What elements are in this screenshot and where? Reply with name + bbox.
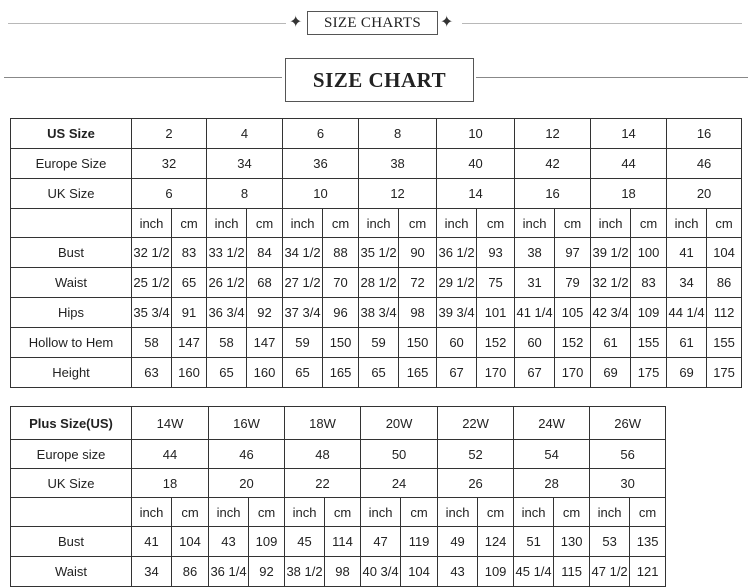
cm-value-cell: 112	[707, 298, 742, 328]
cm-value-cell: 160	[172, 358, 207, 388]
inch-value-cell: 33 1/2	[207, 238, 247, 268]
europe-size-cell: 54	[514, 440, 590, 469]
uk-size-cell: 26	[438, 469, 514, 498]
ornament-icon: ✦	[440, 12, 454, 31]
inch-value-cell: 38	[515, 238, 555, 268]
size-cell: 16W	[209, 407, 285, 440]
europe-size-label: Europe size	[11, 440, 132, 469]
uk-size-row	[11, 469, 666, 498]
inch-value-cell: 38 3/4	[359, 298, 399, 328]
inch-value-cell: 39 3/4	[437, 298, 477, 328]
measurement-row	[11, 298, 742, 328]
cm-value-cell: 104	[401, 557, 438, 587]
inch-value-cell: 69	[591, 358, 631, 388]
inch-value-cell: 47 1/2	[590, 557, 630, 587]
measurement-row	[11, 527, 666, 557]
cm-value-cell: 72	[399, 268, 437, 298]
unit-inch-cell: inch	[591, 209, 631, 238]
europe-size-cell: 44	[132, 440, 209, 469]
cm-value-cell: 105	[555, 298, 591, 328]
cm-value-cell: 83	[631, 268, 667, 298]
blank-cell	[11, 498, 132, 527]
unit-cm-cell: cm	[172, 209, 207, 238]
size-cell: 10	[437, 119, 515, 149]
plus-size-table	[10, 406, 666, 587]
unit-cm-cell: cm	[707, 209, 742, 238]
inch-value-cell: 51	[514, 527, 554, 557]
cm-value-cell: 109	[478, 557, 514, 587]
cm-value-cell: 68	[247, 268, 283, 298]
inch-value-cell: 60	[515, 328, 555, 358]
size-cell: 20W	[361, 407, 438, 440]
europe-size-cell: 52	[438, 440, 514, 469]
inch-value-cell: 39 1/2	[591, 238, 631, 268]
cm-value-cell: 92	[247, 298, 283, 328]
cm-value-cell: 152	[477, 328, 515, 358]
inch-value-cell: 38 1/2	[285, 557, 325, 587]
unit-cm-cell: cm	[477, 209, 515, 238]
uk-size-label: UK Size	[11, 179, 132, 209]
unit-cm-cell: cm	[399, 209, 437, 238]
cm-value-cell: 147	[247, 328, 283, 358]
cm-value-cell: 147	[172, 328, 207, 358]
cm-value-cell: 109	[631, 298, 667, 328]
inch-value-cell: 58	[207, 328, 247, 358]
unit-row	[11, 209, 742, 238]
europe-size-cell: 48	[285, 440, 361, 469]
size-cell: 4	[207, 119, 283, 149]
unit-cm-cell: cm	[631, 209, 667, 238]
inch-value-cell: 69	[667, 358, 707, 388]
unit-inch-cell: inch	[132, 498, 172, 527]
measurement-row	[11, 358, 742, 388]
inch-value-cell: 36 1/4	[209, 557, 249, 587]
size-cell: 26W	[590, 407, 666, 440]
inch-value-cell: 44 1/4	[667, 298, 707, 328]
inch-value-cell: 36 3/4	[207, 298, 247, 328]
inch-value-cell: 67	[515, 358, 555, 388]
unit-cm-cell: cm	[478, 498, 514, 527]
measurement-label: Bust	[11, 527, 132, 557]
unit-inch-cell: inch	[283, 209, 323, 238]
europe-size-cell: 56	[590, 440, 666, 469]
cm-value-cell: 93	[477, 238, 515, 268]
uk-size-cell: 12	[359, 179, 437, 209]
unit-row	[11, 498, 666, 527]
europe-size-cell: 42	[515, 149, 591, 179]
europe-size-cell: 46	[667, 149, 742, 179]
size-cell: 14W	[132, 407, 209, 440]
chart-title-block	[0, 58, 750, 104]
uk-size-cell: 20	[209, 469, 285, 498]
measurement-row	[11, 268, 742, 298]
inch-value-cell: 31	[515, 268, 555, 298]
cm-value-cell: 109	[249, 527, 285, 557]
cm-value-cell: 114	[325, 527, 361, 557]
unit-inch-cell: inch	[437, 209, 477, 238]
uk-size-cell: 16	[515, 179, 591, 209]
unit-inch-cell: inch	[361, 498, 401, 527]
inch-value-cell: 34 1/2	[283, 238, 323, 268]
uk-size-cell: 18	[132, 469, 209, 498]
measurement-label: Bust	[11, 238, 132, 268]
europe-size-row	[11, 149, 742, 179]
cm-value-cell: 130	[554, 527, 590, 557]
inch-value-cell: 41	[667, 238, 707, 268]
inch-value-cell: 27 1/2	[283, 268, 323, 298]
unit-cm-cell: cm	[247, 209, 283, 238]
cm-value-cell: 119	[401, 527, 438, 557]
cm-value-cell: 150	[399, 328, 437, 358]
cm-value-cell: 75	[477, 268, 515, 298]
unit-cm-cell: cm	[325, 498, 361, 527]
cm-value-cell: 170	[477, 358, 515, 388]
measurement-row	[11, 238, 742, 268]
measurement-row	[11, 557, 666, 587]
inch-value-cell: 53	[590, 527, 630, 557]
cm-value-cell: 100	[631, 238, 667, 268]
cm-value-cell: 98	[325, 557, 361, 587]
inch-value-cell: 32 1/2	[591, 268, 631, 298]
inch-value-cell: 61	[591, 328, 631, 358]
inch-value-cell: 65	[359, 358, 399, 388]
unit-cm-cell: cm	[554, 498, 590, 527]
size-header-row	[11, 119, 742, 149]
inch-value-cell: 49	[438, 527, 478, 557]
cm-value-cell: 170	[555, 358, 591, 388]
measurement-label: Waist	[11, 268, 132, 298]
europe-size-cell: 38	[359, 149, 437, 179]
inch-value-cell: 28 1/2	[359, 268, 399, 298]
divider-line	[476, 77, 748, 78]
unit-inch-cell: inch	[590, 498, 630, 527]
size-cell: 18W	[285, 407, 361, 440]
measurement-label: Waist	[11, 557, 132, 587]
cm-value-cell: 101	[477, 298, 515, 328]
unit-inch-cell: inch	[285, 498, 325, 527]
chart-title: SIZE CHART	[285, 58, 474, 102]
size-header-label: Plus Size(US)	[11, 407, 132, 440]
cm-value-cell: 155	[707, 328, 742, 358]
measurement-row	[11, 328, 742, 358]
unit-inch-cell: inch	[438, 498, 478, 527]
inch-value-cell: 63	[132, 358, 172, 388]
size-cell: 8	[359, 119, 437, 149]
uk-size-row	[11, 179, 742, 209]
inch-value-cell: 59	[359, 328, 399, 358]
inch-value-cell: 29 1/2	[437, 268, 477, 298]
inch-value-cell: 35 1/2	[359, 238, 399, 268]
unit-inch-cell: inch	[359, 209, 399, 238]
cm-value-cell: 150	[323, 328, 359, 358]
uk-size-cell: 20	[667, 179, 742, 209]
uk-size-cell: 22	[285, 469, 361, 498]
inch-value-cell: 25 1/2	[132, 268, 172, 298]
uk-size-cell: 8	[207, 179, 283, 209]
cm-value-cell: 88	[323, 238, 359, 268]
europe-size-cell: 34	[207, 149, 283, 179]
ornament-icon: ✦	[289, 12, 303, 31]
unit-inch-cell: inch	[207, 209, 247, 238]
europe-size-cell: 50	[361, 440, 438, 469]
europe-size-cell: 44	[591, 149, 667, 179]
inch-value-cell: 32 1/2	[132, 238, 172, 268]
cm-value-cell: 165	[323, 358, 359, 388]
inch-value-cell: 35 3/4	[132, 298, 172, 328]
divider-line	[4, 77, 282, 78]
europe-size-cell: 46	[209, 440, 285, 469]
cm-value-cell: 152	[555, 328, 591, 358]
europe-size-row	[11, 440, 666, 469]
unit-inch-cell: inch	[667, 209, 707, 238]
europe-size-cell: 36	[283, 149, 359, 179]
uk-size-cell: 24	[361, 469, 438, 498]
size-cell: 16	[667, 119, 742, 149]
unit-cm-cell: cm	[401, 498, 438, 527]
inch-value-cell: 41	[132, 527, 172, 557]
uk-size-label: UK Size	[11, 469, 132, 498]
inch-value-cell: 43	[438, 557, 478, 587]
cm-value-cell: 165	[399, 358, 437, 388]
inch-value-cell: 65	[283, 358, 323, 388]
cm-value-cell: 175	[631, 358, 667, 388]
uk-size-cell: 30	[590, 469, 666, 498]
uk-size-cell: 28	[514, 469, 590, 498]
cm-value-cell: 92	[249, 557, 285, 587]
unit-inch-cell: inch	[209, 498, 249, 527]
cm-value-cell: 91	[172, 298, 207, 328]
inch-value-cell: 43	[209, 527, 249, 557]
size-cell: 6	[283, 119, 359, 149]
cm-value-cell: 115	[554, 557, 590, 587]
cm-value-cell: 104	[172, 527, 209, 557]
cm-value-cell: 97	[555, 238, 591, 268]
uk-size-cell: 6	[132, 179, 207, 209]
inch-value-cell: 59	[283, 328, 323, 358]
size-header-row	[11, 407, 666, 440]
uk-size-cell: 18	[591, 179, 667, 209]
size-cell: 12	[515, 119, 591, 149]
unit-cm-cell: cm	[323, 209, 359, 238]
inch-value-cell: 65	[207, 358, 247, 388]
us-size-table	[10, 118, 742, 388]
size-header-label: US Size	[11, 119, 132, 149]
inch-value-cell: 61	[667, 328, 707, 358]
inch-value-cell: 36 1/2	[437, 238, 477, 268]
inch-value-cell: 42 3/4	[591, 298, 631, 328]
uk-size-cell: 10	[283, 179, 359, 209]
measurement-label: Hollow to Hem	[11, 328, 132, 358]
inch-value-cell: 60	[437, 328, 477, 358]
inch-value-cell: 34	[132, 557, 172, 587]
inch-value-cell: 67	[437, 358, 477, 388]
measurement-label: Height	[11, 358, 132, 388]
inch-value-cell: 40 3/4	[361, 557, 401, 587]
europe-size-cell: 32	[132, 149, 207, 179]
size-cell: 14	[591, 119, 667, 149]
cm-value-cell: 86	[707, 268, 742, 298]
inch-value-cell: 41 1/4	[515, 298, 555, 328]
cm-value-cell: 104	[707, 238, 742, 268]
cm-value-cell: 79	[555, 268, 591, 298]
cm-value-cell: 86	[172, 557, 209, 587]
inch-value-cell: 45	[285, 527, 325, 557]
inch-value-cell: 26 1/2	[207, 268, 247, 298]
cm-value-cell: 160	[247, 358, 283, 388]
inch-value-cell: 58	[132, 328, 172, 358]
cm-value-cell: 70	[323, 268, 359, 298]
section-title: SIZE CHARTS	[307, 11, 438, 35]
cm-value-cell: 121	[630, 557, 666, 587]
cm-value-cell: 83	[172, 238, 207, 268]
divider-line	[462, 23, 742, 24]
size-cell: 22W	[438, 407, 514, 440]
europe-size-cell: 40	[437, 149, 515, 179]
cm-value-cell: 96	[323, 298, 359, 328]
inch-value-cell: 34	[667, 268, 707, 298]
cm-value-cell: 124	[478, 527, 514, 557]
unit-cm-cell: cm	[172, 498, 209, 527]
unit-inch-cell: inch	[515, 209, 555, 238]
unit-inch-cell: inch	[132, 209, 172, 238]
cm-value-cell: 175	[707, 358, 742, 388]
unit-cm-cell: cm	[249, 498, 285, 527]
cm-value-cell: 98	[399, 298, 437, 328]
cm-value-cell: 155	[631, 328, 667, 358]
measurement-label: Hips	[11, 298, 132, 328]
cm-value-cell: 90	[399, 238, 437, 268]
unit-cm-cell: cm	[630, 498, 666, 527]
inch-value-cell: 45 1/4	[514, 557, 554, 587]
size-cell: 2	[132, 119, 207, 149]
blank-cell	[11, 209, 132, 238]
size-cell: 24W	[514, 407, 590, 440]
inch-value-cell: 47	[361, 527, 401, 557]
divider-line	[8, 23, 286, 24]
europe-size-label: Europe Size	[11, 149, 132, 179]
cm-value-cell: 135	[630, 527, 666, 557]
inch-value-cell: 37 3/4	[283, 298, 323, 328]
cm-value-cell: 65	[172, 268, 207, 298]
unit-cm-cell: cm	[555, 209, 591, 238]
section-header	[0, 8, 750, 38]
cm-value-cell: 84	[247, 238, 283, 268]
uk-size-cell: 14	[437, 179, 515, 209]
unit-inch-cell: inch	[514, 498, 554, 527]
